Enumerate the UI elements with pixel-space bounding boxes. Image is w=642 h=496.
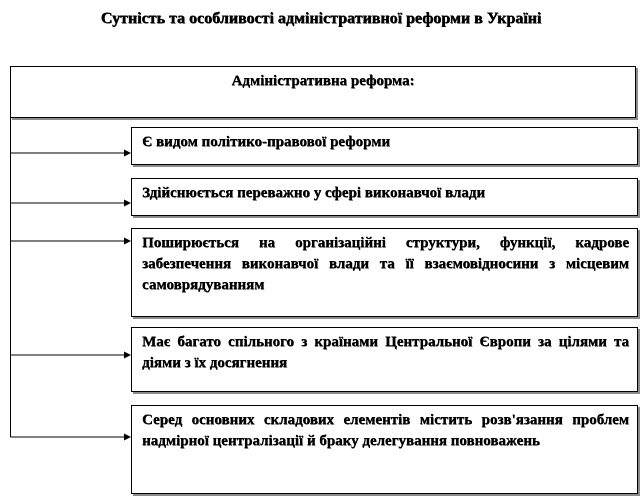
header-label: Адміністративна реформа: — [231, 73, 415, 89]
item-box-1 — [131, 127, 638, 165]
item-text-4: Має багато спільного з країнами Центральної Європи за цілями та діями з їх досягнення — [142, 334, 629, 371]
diagram-title: Сутність та особливості адміністративної реформи в Україні — [100, 10, 542, 27]
item-box-5 — [131, 405, 638, 494]
item-text-3: Поширюється на організаційні структури, функції, кадрове забезпечення виконавчої влади та її взаємовідносини з місцевим самоврядуванням — [142, 235, 629, 293]
item-box-4 — [131, 327, 638, 392]
item-text-2: Здійснюється переважно у сфері виконавчої влади — [142, 185, 485, 201]
item-text-5: Серед основних складових елементів містить розв'язання проблем надмірної централізації й браку делегування повноважень — [142, 412, 629, 449]
header-box — [10, 66, 636, 118]
item-text-1: Є видом політико-правової реформи — [142, 134, 390, 150]
item-box-2 — [131, 178, 638, 216]
item-box-3 — [131, 228, 638, 317]
